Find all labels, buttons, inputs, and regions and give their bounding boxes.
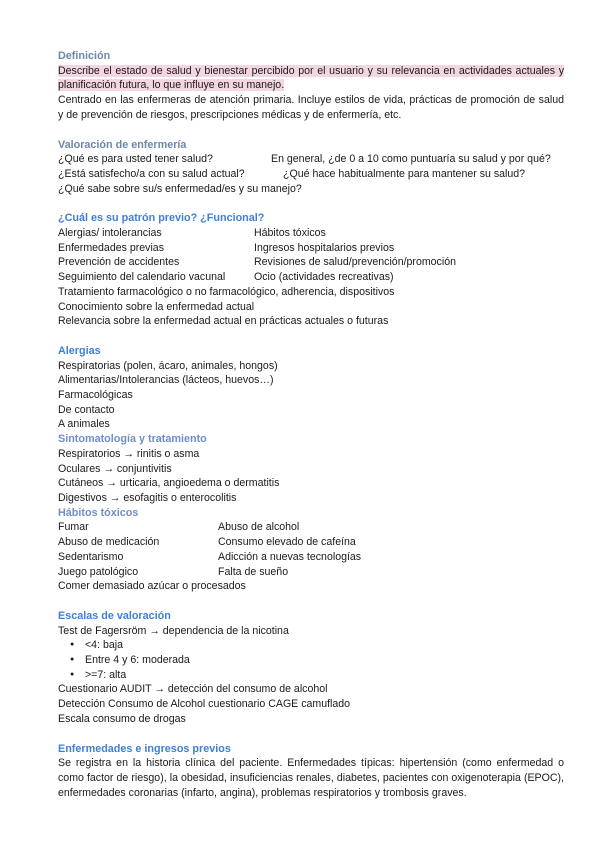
bullet-item: ● >=7: alta bbox=[58, 668, 564, 683]
habito-item: Comer demasiado azúcar o procesados bbox=[58, 580, 246, 593]
escala-line: Detección Consumo de Alcohol cuestionario CAGE camuflado bbox=[58, 698, 351, 711]
valoracion-row-1 bbox=[58, 152, 564, 167]
heading-sintomatologia: Sintomatología y tratamiento bbox=[58, 433, 207, 446]
patron-item: Enfermedades previas bbox=[58, 241, 164, 254]
enfermedades-body: Se registra en la historia clínica del paciente. Enfermedades típicas: hipertensión (como enfermedad o como factor de riesgo), la obesidad, insuficiencias renales, diabetes, pacientes con oxigenoterapia (EPOC), enfermedades coronarias (infarto, angina), problemas respiratorios y trombosis graves. bbox=[58, 757, 564, 799]
habitos-row bbox=[58, 535, 564, 550]
patron-line: Tratamiento farmacológico o no farmacológico, adherencia, dispositivos bbox=[58, 285, 395, 298]
heading-definicion: Definición bbox=[58, 50, 111, 62]
habito-item: Adicción a nuevas tecnologías bbox=[218, 550, 362, 563]
patron-item: Ingresos hospitalarios previos bbox=[254, 241, 395, 254]
habito-item: Abuso de alcohol bbox=[218, 521, 300, 534]
question: En general, ¿de 0 a 10 como puntuaría su salud y por qué? bbox=[271, 153, 551, 166]
habitos-row bbox=[58, 565, 564, 580]
sintoma-item: Oculares → conjuntivitis bbox=[58, 462, 172, 475]
sintoma-item: Cutáneos → urticaria, angioedema o dermatitis bbox=[58, 477, 280, 490]
bullet-item: ● <4: baja bbox=[58, 638, 564, 653]
habito-item: Juego patológico bbox=[58, 565, 139, 578]
patron-line: Conocimiento sobre la enfermedad actual bbox=[58, 300, 255, 313]
heading-habitos: Hábitos tóxicos bbox=[58, 506, 139, 519]
patron-item: Alergias/ intolerancias bbox=[58, 227, 162, 240]
heading-enfermedades: Enfermedades e ingresos previos bbox=[58, 742, 231, 755]
patron-item: Revisiones de salud/prevención/promoción bbox=[254, 256, 456, 269]
habito-item: Abuso de medicación bbox=[58, 536, 160, 549]
definicion-highlight bbox=[58, 64, 564, 93]
escala-line: Cuestionario AUDIT → detección del consumo de alcohol bbox=[58, 683, 328, 696]
heading-alergias: Alergias bbox=[58, 344, 101, 357]
patron-item: Hábitos tóxicos bbox=[254, 227, 326, 240]
habito-item: Consumo elevado de cafeína bbox=[218, 536, 356, 549]
document-content bbox=[58, 49, 564, 800]
escala-line: Escala consumo de drogas bbox=[58, 712, 186, 725]
definicion-body: Centrado en las enfermeras de atención primaria. Incluye estilos de vida, prácticas de promoción de salud y de prevención de riesgos, prescripciones médicas y de enfermería, etc. bbox=[58, 94, 564, 121]
question: ¿Qué sabe sobre su/s enfermedad/es y su manejo? bbox=[58, 182, 302, 195]
question: ¿Está satisfecho/a con su salud actual? bbox=[58, 167, 245, 180]
alergia-item: Farmacológicas bbox=[58, 389, 133, 402]
patron-item: Seguimiento del calendario vacunal bbox=[58, 271, 226, 284]
patron-line: Relevancia sobre la enfermedad actual en prácticas actuales o futuras bbox=[58, 315, 389, 328]
escala-line: Test de Fagersröm → dependencia de la nicotina bbox=[58, 624, 289, 637]
heading-valoracion: Valoración de enfermería bbox=[58, 138, 187, 151]
alergia-item: Alimentarias/Intolerancias (lácteos, huevos…) bbox=[58, 374, 274, 387]
patron-row bbox=[58, 270, 564, 285]
habitos-row bbox=[58, 520, 564, 535]
question: ¿Qué es para usted tener salud? bbox=[58, 153, 213, 166]
heading-patron: ¿Cuál es su patrón previo? ¿Funcional? bbox=[58, 212, 265, 225]
heading-escalas: Escalas de valoración bbox=[58, 609, 171, 622]
patron-item: Ocio (actividades recreativas) bbox=[254, 271, 394, 284]
patron-row bbox=[58, 226, 564, 241]
alergia-item: De contacto bbox=[58, 403, 115, 416]
habito-item: Falta de sueño bbox=[218, 565, 289, 578]
patron-item: Prevención de accidentes bbox=[58, 256, 180, 269]
bullet-item: ● Entre 4 y 6: moderada bbox=[58, 653, 564, 668]
patron-row bbox=[58, 241, 564, 256]
question: ¿Qué hace habitualmente para mantener su salud? bbox=[283, 167, 526, 180]
highlighted-text: Describe el estado de salud y bienestar percibido por el usuario y su relevancia en actividades actuales y planificación futura, lo que influye en su manejo. bbox=[58, 64, 564, 92]
alergia-item: Respiratorias (polen, ácaro, animales, hongos) bbox=[58, 359, 278, 372]
alergia-item: A animales bbox=[58, 418, 110, 431]
valoracion-row-2 bbox=[58, 167, 564, 182]
patron-row bbox=[58, 255, 564, 270]
habito-item: Sedentarismo bbox=[58, 550, 124, 563]
sintoma-item: Digestivos → esofagitis o enterocolitis bbox=[58, 491, 237, 504]
sintoma-item: Respiratorios → rinitis o asma bbox=[58, 447, 200, 460]
fagerstrom-bullets bbox=[58, 638, 564, 682]
habitos-row bbox=[58, 550, 564, 565]
habito-item: Fumar bbox=[58, 521, 89, 534]
